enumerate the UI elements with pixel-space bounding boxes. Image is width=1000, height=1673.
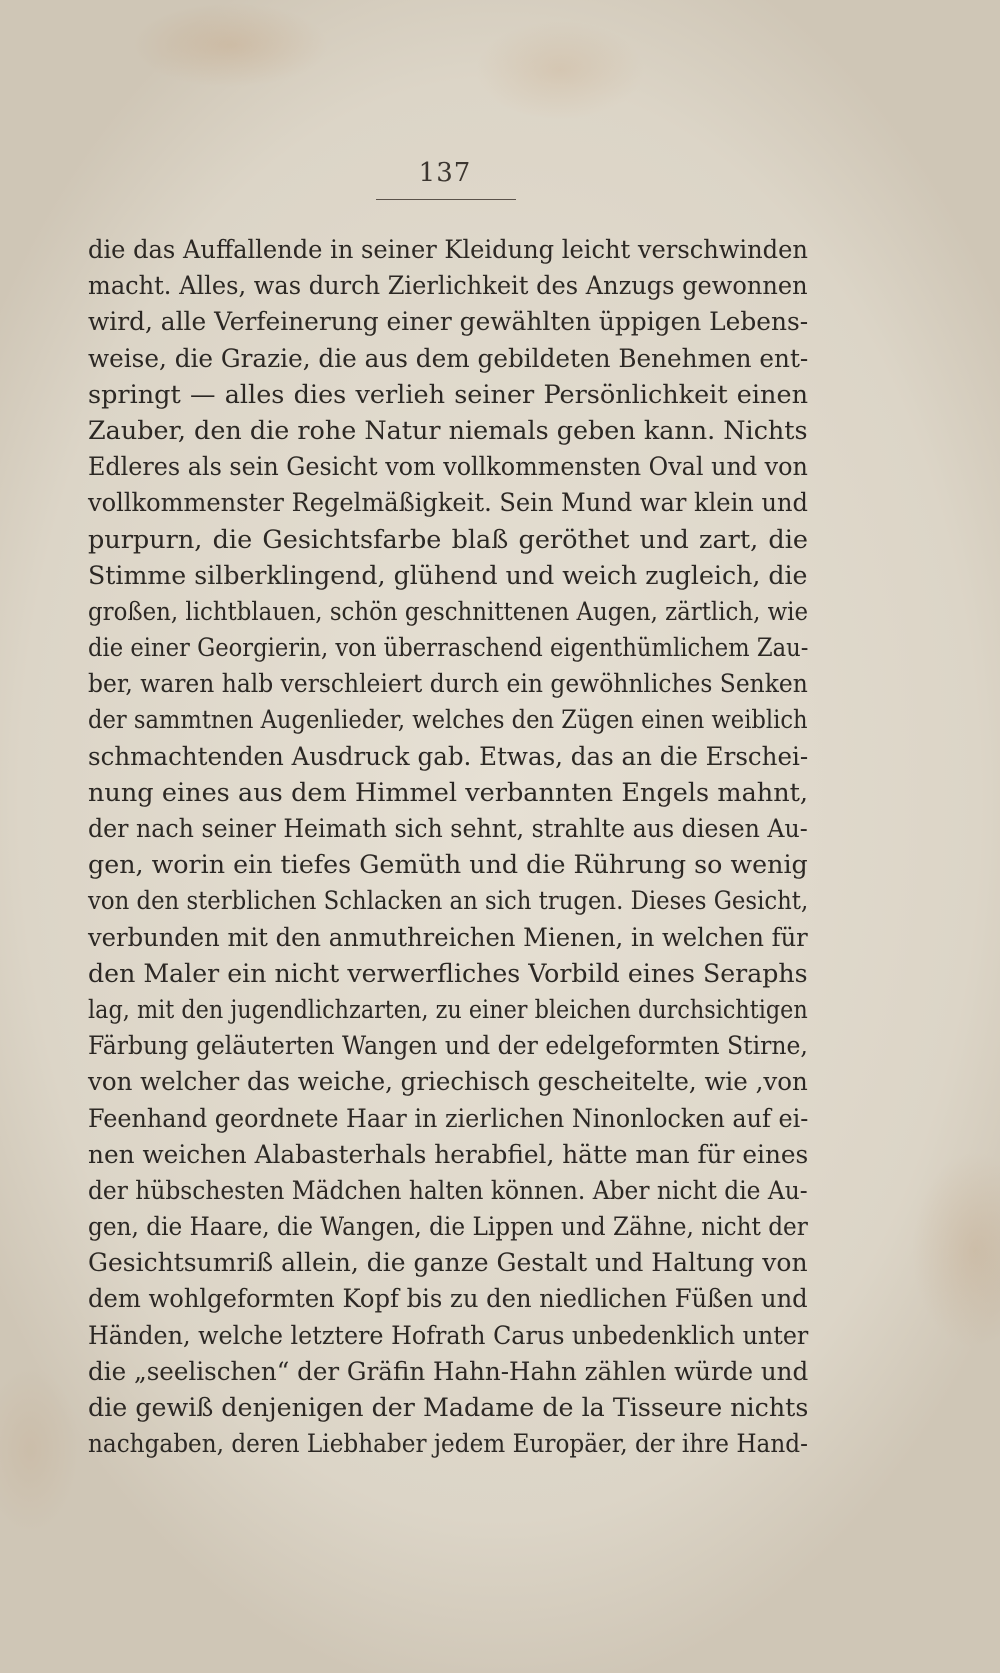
text-line: gen, die Haare, die Wangen, die Lippen und Zähne, nicht der — [88, 1212, 808, 1243]
text-line: vollkommenster Regelmäßigkeit. Sein Mund war klein und — [88, 488, 808, 519]
text-line: Feenhand geordnete Haar in zierlichen Ninonlocken auf ei- — [88, 1103, 809, 1134]
text-line: verbunden mit den anmuthreichen Mienen, in welchen für — [88, 922, 808, 953]
text-line: dem wohlgeformten Kopf bis zu den niedlichen Füßen und — [88, 1284, 808, 1315]
text-line: die das Auffallende in seiner Kleidung leicht verschwinden — [88, 235, 808, 265]
page-number: 137 — [418, 158, 472, 188]
text-line: Händen, welche letztere Hofrath Carus unbedenklich unter — [88, 1320, 809, 1351]
text-line: die gewiß denjenigen der Madame de la Tisseure nichts — [88, 1393, 809, 1423]
text-line: der nach seiner Heimath sich sehnt, strahlte aus diesen Au- — [88, 814, 808, 844]
text-line: purpurn, die Gesichtsfarbe blaß geröthet und zart, die — [88, 524, 808, 555]
text-line: von den sterblichen Schlacken an sich trugen. Dieses Gesicht, — [88, 886, 809, 917]
text-line: der sammtnen Augenlieder, welches den Zügen einen weiblich — [88, 705, 808, 736]
text-line: lag, mit den jugendlichzarten, zu einer bleichen durchsichtigen — [88, 994, 808, 1025]
text-line: Stimme silberklingend, glühend und weich zugleich, die — [88, 560, 808, 591]
text-line: springt — alles dies verlieh seiner Persönlichkeit einen — [88, 379, 808, 410]
text-line: die einer Georgierin, von überraschend eigenthümlichem Zau- — [88, 633, 809, 664]
text-line: den Maler ein nicht verwerfliches Vorbild eines Seraphs — [88, 958, 808, 989]
text-line: nachgaben, deren Liebhaber jedem Europäer, der ihre Hand- — [88, 1429, 808, 1460]
text-line: ber, waren halb verschleiert durch ein gewöhnliches Senken — [88, 669, 808, 700]
text-line: wird, alle Verfeinerung einer gewählten üppigen Lebens- — [88, 307, 809, 338]
text-line: schmachtenden Ausdruck gab. Etwas, das an die Erschei- — [88, 741, 809, 772]
header-rule — [376, 199, 516, 200]
body-text — [88, 232, 808, 1462]
text-line: macht. Alles, was durch Zierlichkeit des Anzugs gewonnen — [88, 271, 808, 302]
text-line: weise, die Grazie, die aus dem gebildeten Benehmen ent- — [88, 343, 809, 374]
text-line: gen, worin ein tiefes Gemüth und die Rührung so wenig — [88, 850, 808, 881]
text-line: Färbung geläuterten Wangen und der edelgeformten Stirne, — [88, 1031, 808, 1062]
text-line: nen weichen Alabasterhals herabfiel, hätte man für eines — [88, 1139, 809, 1170]
text-line: von welcher das weiche, griechisch gescheitelte, wie ,von — [88, 1067, 808, 1098]
text-line: Gesichtsumriß allein, die ganze Gestalt und Haltung von — [88, 1248, 808, 1279]
text-line: die „seelischen“ der Gräfin Hahn-Hahn zählen würde und — [88, 1356, 809, 1387]
text-line: Zauber, den die rohe Natur niemals geben kann. Nichts — [88, 415, 808, 446]
text-line: Edleres als sein Gesicht vom vollkommensten Oval und von — [88, 452, 808, 483]
text-line: der hübschesten Mädchen halten können. Aber nicht die Au- — [88, 1175, 808, 1206]
text-line: nung eines aus dem Himmel verbannten Engels mahnt, — [88, 777, 808, 808]
text-line: großen, lichtblauen, schön geschnittenen Augen, zärtlich, wie — [88, 596, 809, 627]
